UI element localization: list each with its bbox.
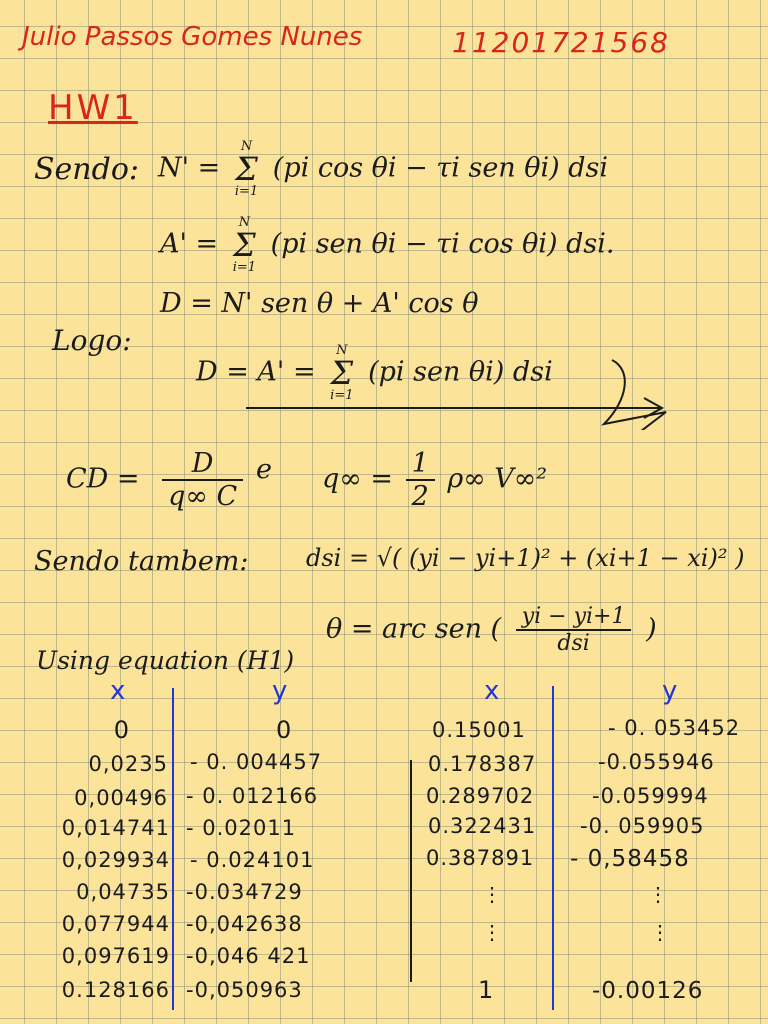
table-cell: - 0. 053452: [608, 716, 741, 740]
theta-close: ): [646, 613, 657, 645]
left-x-header: x: [110, 676, 126, 706]
sum-lower: i=1: [234, 184, 259, 199]
table-cell: -0.059994: [592, 784, 709, 808]
right-x-ellipsis: ⋮: [482, 920, 502, 944]
sum-upper: N: [336, 343, 348, 358]
sigma-glyph: Σ: [330, 354, 354, 392]
right-table-left-rule: [410, 760, 412, 982]
table-cell: 0: [276, 716, 293, 744]
d-lhs: D = A' =: [196, 356, 316, 388]
cd-lhs: CD =: [66, 463, 140, 495]
theta-fraction: [516, 604, 632, 656]
table-cell: -0. 059905: [580, 814, 705, 838]
q-fraction: [406, 448, 435, 512]
right-y-ellipsis: ⋮: [648, 882, 668, 906]
table-cell: 1: [478, 976, 495, 1004]
cd-fraction: [162, 448, 243, 512]
table-cell: 0,00496: [74, 786, 168, 810]
d-equation: D = N' sen θ + A' cos θ: [160, 288, 479, 319]
q-denominator: 2: [411, 481, 429, 512]
a-lhs: A' =: [160, 228, 219, 260]
table-cell: -0,042638: [186, 912, 303, 936]
left-y-header: y: [272, 676, 288, 706]
table-cell: 0,0235: [88, 752, 168, 776]
table-cell: 0,014741: [61, 816, 170, 840]
right-y-header: y: [662, 676, 678, 706]
sigma-glyph: Σ: [233, 226, 256, 264]
cd-numerator: D: [162, 448, 243, 481]
q-rhs: ρ∞ V∞²: [447, 463, 548, 495]
tambem-label: Sendo tambem:: [34, 546, 249, 577]
sum-upper: N: [240, 139, 253, 154]
d-body: (pi sen θi) dsi: [368, 356, 553, 388]
homework-title: HW1: [48, 88, 138, 128]
n-lhs: N' =: [158, 152, 221, 184]
table-cell: -0.00126: [592, 978, 704, 1004]
using-label: Using equation (H1): [36, 646, 295, 675]
sum-symbol-a: [233, 216, 256, 274]
sum-symbol-n: [235, 140, 258, 198]
cd-equation: [66, 448, 243, 512]
theta-lhs: θ = arc sen (: [326, 613, 502, 645]
q-equation: [322, 448, 547, 512]
cd-denominator: q∞ C: [168, 481, 238, 512]
table-cell: 0,097619: [61, 944, 170, 968]
table-cell: -0,050963: [186, 978, 303, 1002]
table-cell: 0,077944: [61, 912, 170, 936]
sigma-glyph: Σ: [235, 150, 258, 188]
sum-lower: i=1: [330, 388, 354, 403]
table-cell: 0.15001: [432, 718, 526, 742]
e-connector: e: [256, 454, 272, 485]
theta-numerator: yi − yi+1: [516, 604, 632, 631]
left-table-divider: [172, 688, 174, 1010]
table-cell: -0.055946: [598, 750, 715, 774]
table-cell: 0.128166: [61, 978, 170, 1002]
right-table-divider: [552, 686, 554, 1010]
table-cell: 0.178387: [428, 752, 537, 776]
table-cell: - 0. 012166: [186, 784, 319, 808]
n-body: (pi cos θi − τi sen θi) dsi: [272, 152, 609, 184]
table-cell: 0.289702: [426, 784, 535, 808]
table-cell: 0,04735: [76, 880, 170, 904]
table-cell: -0.034729: [186, 880, 303, 904]
sum-upper: N: [238, 215, 251, 230]
table-cell: - 0.024101: [190, 848, 315, 872]
table-cell: 0.322431: [428, 814, 537, 838]
n-equation: [158, 140, 608, 198]
student-id: 11201721568: [452, 26, 670, 59]
a-body: (pi sen θi − τi cos θi) dsi.: [270, 228, 615, 260]
a-equation: [160, 216, 615, 274]
q-lhs: q∞ =: [322, 463, 393, 495]
right-x-ellipsis: ⋮: [482, 882, 502, 906]
right-x-header: x: [484, 676, 500, 706]
table-cell: -0,046 421: [186, 944, 311, 968]
dsi-equation: dsi = √( (yi − yi+1)² + (xi+1 − xi)² ): [306, 544, 745, 572]
table-cell: - 0,58458: [570, 846, 690, 872]
table-cell: - 0.02011: [186, 816, 297, 840]
q-numerator: 1: [406, 448, 435, 481]
table-cell: 0.387891: [426, 846, 535, 870]
table-cell: 0,029934: [61, 848, 170, 872]
author-name: Julio Passos Gomes Nunes: [22, 22, 363, 52]
emphasis-arrow: [240, 340, 680, 430]
logo-label: Logo:: [52, 324, 132, 357]
theta-denominator: dsi: [557, 631, 590, 656]
table-cell: - 0. 004457: [190, 750, 323, 774]
table-cell: 0: [113, 716, 130, 744]
sendo-label: Sendo:: [34, 152, 139, 187]
right-y-ellipsis: ⋮: [650, 920, 670, 944]
theta-equation: [326, 604, 657, 656]
sum-lower: i=1: [232, 260, 257, 275]
